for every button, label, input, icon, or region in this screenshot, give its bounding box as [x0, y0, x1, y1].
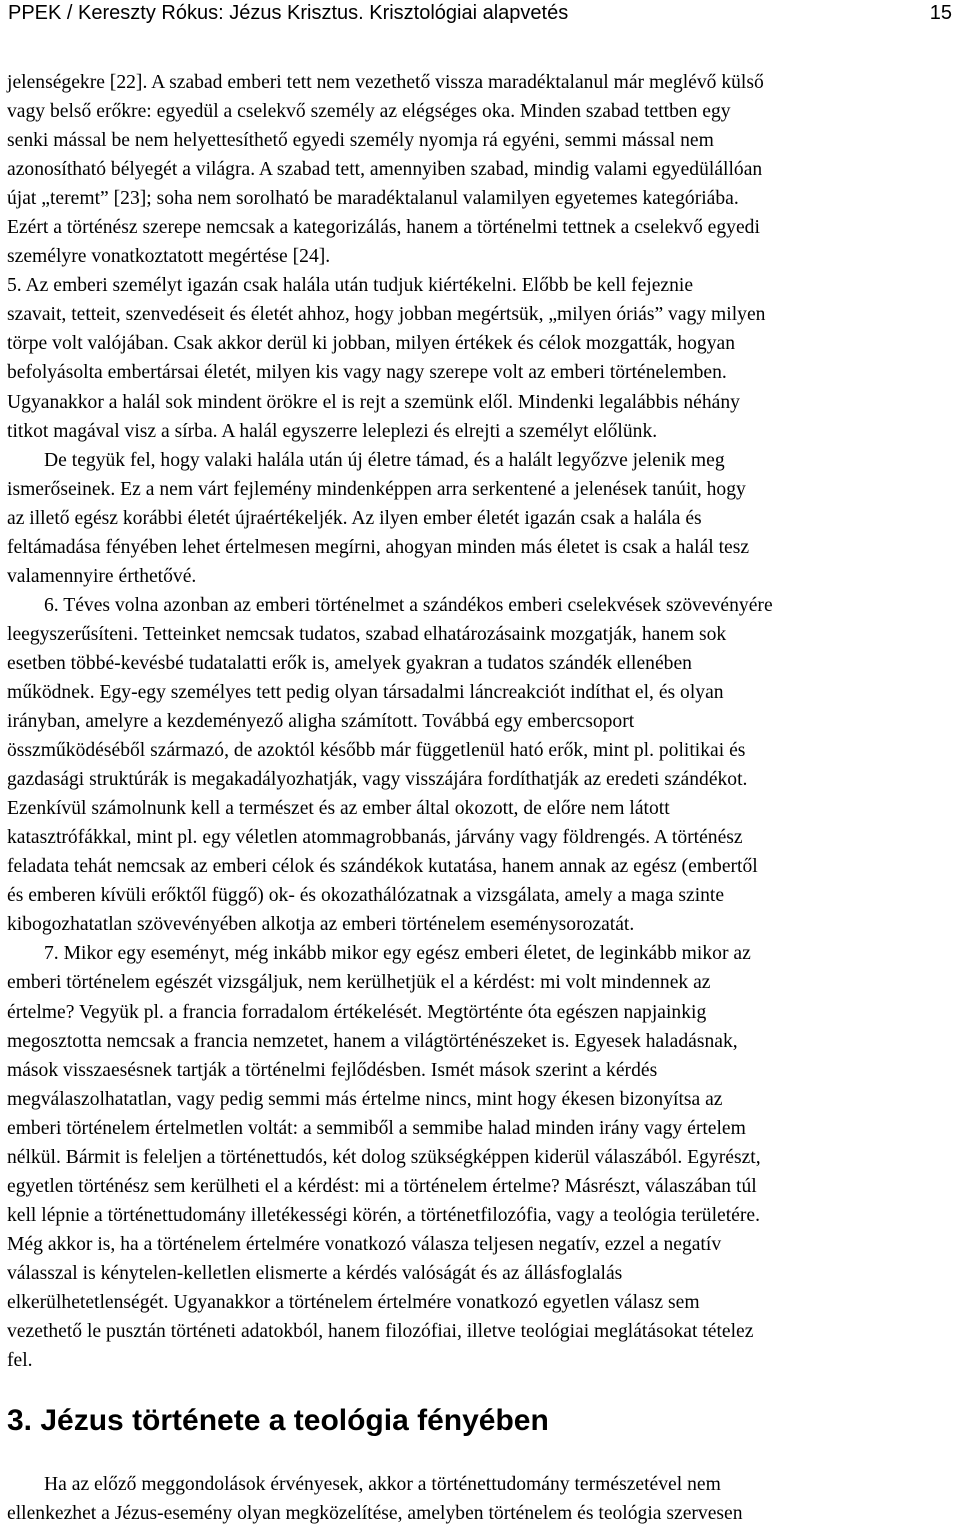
text-line: Ezért a történész szerepe nemcsak a kategorizálás, hanem a történelmi tettnek a cselekvő egyedi — [7, 217, 760, 239]
text-line: az illető egész korábbi életét újraértékeljék. Az ilyen ember életét igazán csak a halála és — [7, 507, 702, 529]
text-line: Ezenkívül számolnunk kell a természet és az ember által okozott, de előre nem látott — [7, 798, 670, 820]
text-line: leegyszerűsíteni. Tetteinket nemcsak tudatos, szabad elhatározásaink mozgatják, hanem sok — [7, 623, 727, 645]
text-line: személyre vonatkoztatott megértése [24]. — [7, 246, 331, 268]
text-line: összműködéséből származó, de azoktól később már függetlenül ható erők, mint pl. politikai és — [7, 740, 746, 762]
text-line: mások visszaesésnek tartják a történelmi fejlődésben. Ismét mások szerint a kérdés — [7, 1059, 658, 1081]
text-line: 6. Téves volna azonban az emberi történelmet a szándékos emberi cselekvések szövevényére — [44, 594, 773, 616]
section-text — [7, 1470, 953, 1528]
text-line: befolyásolta embertársai életét, milyen kis vagy nagy szerepe volt az emberi történelemben. — [7, 362, 727, 384]
text-line: megválaszolhatatlan, vagy pedig semmi más értelme nincs, mint hogy ékesen bizonyítsa az — [7, 1088, 723, 1110]
text-line: szavait, tetteit, szenvedéseit és életét ahhoz, hogy jobban megértsük, „milyen óriás” vagy milyen — [7, 304, 766, 326]
text-line: irányban, amelyre a kezdeményező aligha számított. Továbbá egy embercsoport — [7, 711, 635, 733]
text-line: vezethető le pusztán történeti adatokból, hanem filozófiai, illetve teológiai meglátásokat tételez — [7, 1321, 754, 1343]
text-line: senki mással be nem helyettesíthető egyedi személy nyomja rá egyéni, semmi mással nem — [7, 130, 714, 152]
text-line: értelme? Vegyük pl. a francia forradalom értékelését. Megtörténte óta egészen napjainkig — [7, 1001, 707, 1023]
text-line: válasszal is kénytelen-kelletlen elismerte a kérdés valóságát és az állásfoglalás — [7, 1262, 623, 1284]
text-line: ellenkezhet a Jézus-esemény olyan megközelítése, amelyben történelem és teológia szervesen — [7, 1503, 743, 1525]
text-line: esetben többé-kevésbé tudatalatti erők is, amelyek gyakran a tudatos szándék ellenében — [7, 652, 692, 674]
text-line: megosztotta nemcsak a francia nemzetet, hanem a világtörténészeket is. Egyesek haladásnak, — [7, 1030, 738, 1052]
text-line: vagy belső erőkre: egyedül a cselekvő személy az elégséges oka. Minden szabad tettben egy — [7, 101, 731, 123]
text-line: 7. Mikor egy eseményt, még inkább mikor egy egész emberi életet, de leginkább mikor az — [44, 943, 751, 965]
text-line: Ha az előző meggondolások érvényesek, akkor a történettudomány természetével nem — [44, 1474, 721, 1495]
text-line: feladata tehát nemcsak az emberi célok és szándékok kutatása, hanem annak az egész (embertől — [7, 856, 758, 878]
text-line: elkerülhetetlenségét. Ugyanakkor a történelem értelmére vonatkozó egyetlen válasz sem — [7, 1291, 700, 1313]
text-line: 5. Az emberi személyt igazán csak halála után tudjuk kiértékelni. Előbb be kell fejeznie — [7, 275, 694, 297]
text-line: újat „teremt” [23]; soha nem sorolható be maradéktalanul valamilyen egyetemes kategóriába. — [7, 188, 739, 210]
text-line: titkot magával visz a sírba. A halál egyszerre leleplezi és elrejti a személyt előlünk. — [7, 420, 658, 442]
text-line: emberi történelem egészét vizsgáljuk, nem kerülhetjük el a kérdést: mi volt mindennek az — [7, 972, 711, 994]
text-line: jelenségekre [22]. A szabad emberi tett nem vezethető vissza maradéktalanul már meglévő külső — [7, 72, 764, 93]
text-line: ismerőseinek. Ez a nem várt fejlemény mindenképpen arra serkentené a jelenések tanúit, hogy — [7, 478, 746, 500]
text-line: Ugyanakkor a halál sok mindent örökre el is rejt a szemünk elől. Mindenki legalábbis néhány — [7, 391, 740, 413]
text-line: törpe volt valójában. Csak akkor derül ki jobban, milyen értékek és célok mozgatták, hogyan — [7, 333, 736, 355]
section-heading: 3. Jézus története a teológia fényében — [7, 1404, 549, 1437]
text-line: katasztrófákkal, mint pl. egy véletlen atommagrobbanás, járvány vagy földrengés. A történész — [7, 827, 743, 849]
text-line: azonosítható bélyegét a világra. A szabad tett, amennyiben szabad, mindig valami egyedülállóan — [7, 159, 763, 181]
running-title: PPEK / Kereszty Rókus: Jézus Krisztus. Krisztológiai alapvetés — [8, 2, 569, 24]
page-number: 15 — [929, 2, 952, 24]
text-line: valamennyire érthetővé. — [7, 565, 197, 587]
text-line: működnek. Egy-egy személyes tett pedig olyan társadalmi láncreakciót indíthat el, és olyan — [7, 681, 724, 703]
text-line: fel. — [7, 1350, 33, 1372]
text-line: feltámadása fényében lehet értelmesen megírni, ahogyan minden más életet is csak a halál tesz — [7, 536, 750, 558]
text-line: emberi történelem értelmetlen voltát: a semmiből a semmibe halad minden irány vagy értelem — [7, 1117, 746, 1139]
text-line: nélkül. Bármit is feleljen a történettudós, két dolog szükségképpen kiderül válaszából. Egyrészt, — [7, 1146, 761, 1168]
text-line: egyetlen történész sem kerülheti el a kérdést: mi a történelem értelme? Másrészt, válaszában túl — [7, 1175, 757, 1197]
text-line: és emberen kívüli erőktől függő) ok- és okozathálózatnak a vizsgálata, amely a maga szinte — [7, 885, 725, 907]
text-line: Még akkor is, ha a történelem értelmére vonatkozó válasza teljesen negatív, ezzel a negatív — [7, 1233, 722, 1255]
text-line: De tegyük fel, hogy valaki halála után új életre támad, és a halált legyőzve jelenik meg — [44, 449, 725, 471]
text-line: gazdasági struktúrák is megakadályozhatják, vagy visszájára fordíthatják az eredeti szándékot. — [7, 769, 748, 791]
page-header — [8, 0, 952, 26]
text-line: kell lépnie a történettudomány illetékességi körén, a történetfilozófia, vagy a teológia területére. — [7, 1204, 760, 1226]
body-text — [7, 68, 953, 1375]
text-line: kibogozhatatlan szövevényében alkotja az emberi történelem eseménysorozatát. — [7, 914, 635, 936]
